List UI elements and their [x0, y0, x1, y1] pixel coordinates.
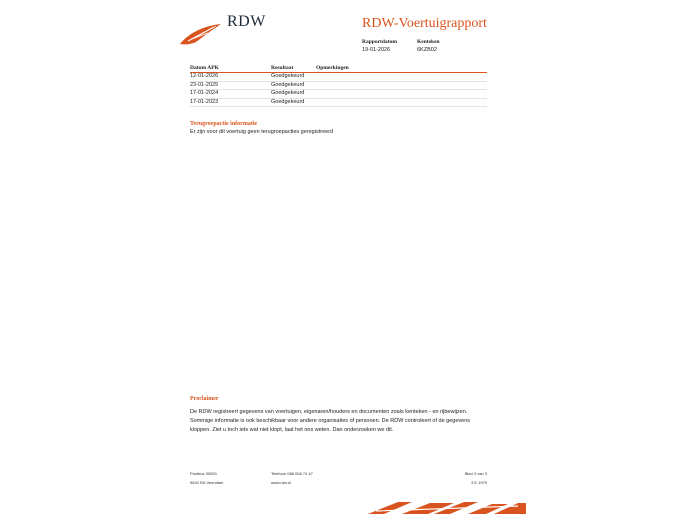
- recall-text: Er zijn voor dit voertuig geen terugroepacties geregistreerd: [190, 129, 334, 135]
- footer-page-number: Blad 3 van 3: [464, 471, 487, 476]
- apk-result: Goedgekeurd: [271, 90, 305, 96]
- apk-date: 23-01-2025: [190, 81, 219, 88]
- footer-phone: Telefoon 088 008 74 47: [271, 471, 313, 476]
- apk-result: Goedgekeurd: [271, 73, 305, 79]
- apk-date: 17-01-2023: [190, 98, 219, 105]
- apk-date: 12-01-2026: [190, 73, 219, 79]
- footer-city: 9640 RA Veendam: [190, 480, 224, 485]
- rdw-logo-icon: [178, 22, 222, 46]
- plate-label: Kenteken: [417, 39, 440, 45]
- brand-name: RDW: [227, 13, 266, 30]
- footer-code: 3 E 1979: [470, 480, 487, 485]
- recall-section-title: Terugroepactie informatie: [190, 121, 258, 127]
- apk-result: Goedgekeurd: [271, 81, 305, 88]
- table-row: [190, 98, 487, 108]
- apk-result: Goedgekeurd: [271, 98, 305, 105]
- column-header-result: Resultaat: [271, 65, 294, 71]
- footer-website[interactable]: www.rdw.nl: [271, 480, 292, 485]
- footer-stripes-graphic: [368, 500, 526, 514]
- disclaimer-line: kloppen. Ziet u toch iets wat niet klopt, laat het ons weten. Dan onderzoeken we dit.: [190, 427, 394, 433]
- column-header-remarks: Opmerkingen: [316, 65, 349, 71]
- report-date-value: 19-01-2026: [362, 47, 391, 53]
- column-header-date: Datum APK: [190, 65, 219, 71]
- disclaimer-line: De RDW registreert gegevens van voertuigen, eigenaren/houders en documenten zoals kenteken - en rijbewijzen.: [190, 409, 468, 415]
- apk-date: 17-01-2024: [190, 90, 219, 96]
- disclaimer-line: Sommige informatie is ook beschikbaar voor andere organisaties of personen. De RDW controleert of de gegevens: [190, 418, 471, 424]
- report-date-label: Rapportdatum: [362, 39, 398, 45]
- footer-postbox: Postbus 30000: [190, 471, 217, 476]
- disclaimer-text: [190, 408, 490, 435]
- disclaimer-title: Proclaimer: [190, 396, 219, 402]
- plate-value: 6KZB02: [417, 47, 437, 53]
- report-title: RDW-Voertuigrapport: [362, 16, 487, 31]
